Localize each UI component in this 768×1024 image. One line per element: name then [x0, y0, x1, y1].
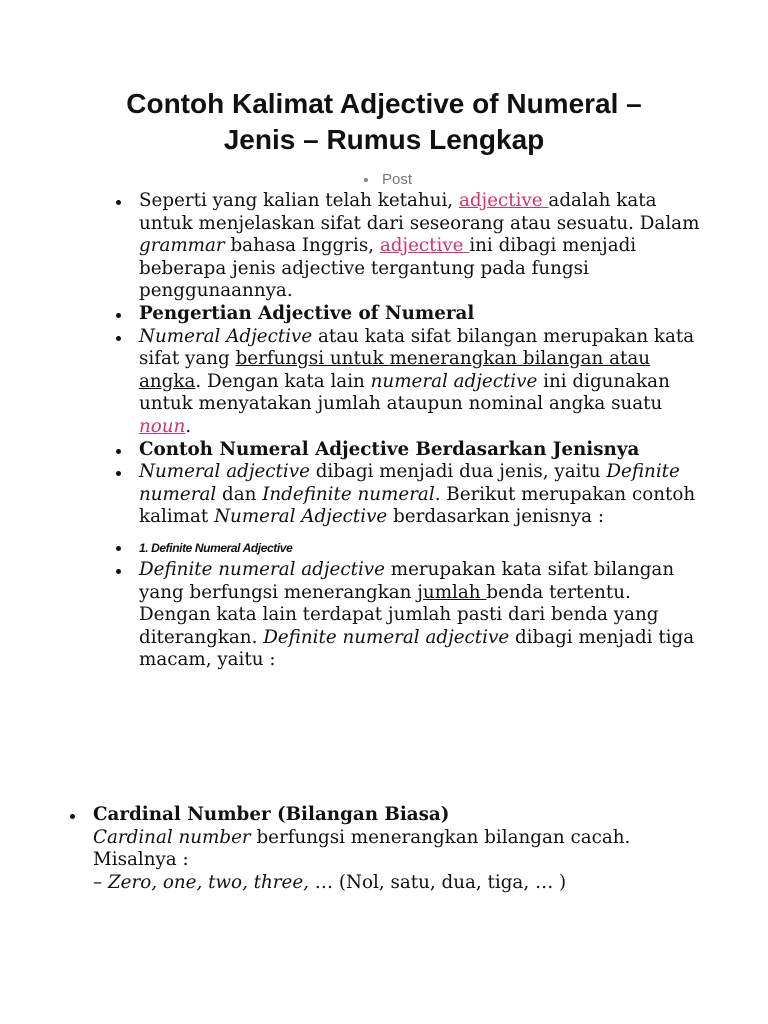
post-label-text: Post	[382, 171, 413, 188]
types-text-2: dan	[216, 483, 263, 505]
types-text-4: berdasarkan jenisnya :	[387, 506, 604, 528]
adjective-link-2[interactable]: adjective	[379, 235, 470, 257]
list-item-cardinal	[0, 804, 700, 894]
types-em-1: Numeral adjective	[139, 461, 310, 483]
intro-em-grammar: grammar	[139, 235, 225, 257]
definite-underline: jumlah	[417, 581, 487, 603]
noun-link[interactable]: noun	[139, 415, 186, 437]
subheading: 1. Definite Numeral Adjective	[139, 540, 293, 555]
page-title	[60, 86, 708, 158]
definite-em-1: Definite numeral adjective	[139, 558, 385, 580]
section-heading: Pengertian Adjective of Numeral	[139, 302, 475, 324]
list-item-heading-pengertian	[0, 303, 700, 326]
cardinal-dash: –	[93, 871, 108, 893]
definite-text-2: benda tertentu. Dengan kata lain terdapat jumlah pasti dari benda yang diterangkan.	[139, 581, 659, 648]
types-em-2: Definite numeral	[139, 461, 680, 505]
types-em-4: Numeral Adjective	[214, 506, 388, 528]
intro-text-1: Seperti yang kalian telah ketahui,	[139, 190, 459, 211]
definite-em-2: Definite numeral adjective	[263, 626, 510, 648]
list-item-types	[0, 461, 700, 529]
definition-em-2: numeral adjective	[370, 370, 538, 392]
cardinal-em-1: Cardinal number	[93, 826, 251, 848]
adjective-link-1[interactable]: adjective	[458, 190, 549, 211]
definition-text-3: ini digunakan untuk menyatakan jumlah ataupun nominal angka suatu	[139, 370, 670, 415]
cardinal-text-2: … (Nol, satu, dua, tiga, … )	[309, 871, 567, 893]
definite-text-3: dibagi menjadi tiga macam, yaitu :	[139, 626, 695, 671]
content-list	[0, 190, 700, 672]
title-line-1: Contoh Kalimat Adjective of Numeral –	[126, 88, 642, 119]
cardinal-text-1: berfungsi menerangkan bilangan cacah. Misalnya :	[93, 826, 631, 871]
cardinal-description	[93, 827, 700, 872]
definition-em-1: Numeral Adjective	[139, 325, 313, 347]
section-heading: Contoh Numeral Adjective Berdasarkan Jenisnya	[139, 438, 640, 460]
list-item-definite	[0, 559, 700, 672]
definition-text-4: .	[185, 415, 192, 437]
cardinal-em-2: Zero, one, two, three,	[107, 871, 309, 893]
bullet-icon	[364, 178, 368, 182]
list-item-definition	[0, 326, 700, 439]
intro-text-3: bahasa Inggris,	[224, 235, 380, 257]
types-text-3: . Berikut merupakan contoh kalimat	[139, 483, 696, 528]
types-text-1: dibagi menjadi dua jenis, yaitu	[309, 461, 607, 483]
intro-text-2: adalah kata untuk menjelaskan sifat dari seseorang atau sesuatu. Dalam	[139, 190, 700, 234]
cardinal-list	[0, 804, 700, 894]
definition-underline: berfungsi untuk menerangkan bilangan atau angka	[139, 348, 651, 392]
cardinal-example	[93, 872, 700, 895]
types-em-3: Indefinite numeral	[262, 483, 435, 505]
list-item-intro	[0, 190, 700, 303]
intro-text-4: ini dibagi menjadi beberapa jenis adjective tergantung pada fungsi penggunaannya.	[139, 235, 637, 302]
title-line-2: Jenis – Rumus Lengkap	[223, 124, 545, 155]
post-label	[364, 171, 412, 188]
list-item-subheading	[0, 537, 700, 559]
definition-text-2: . Dengan kata lain	[195, 370, 371, 392]
definite-text-1: merupakan kata sifat bilangan yang berfungsi menerangkan	[139, 558, 675, 603]
list-item-heading-contoh	[0, 439, 700, 462]
definition-text-1: atau kata sifat bilangan merupakan kata sifat yang	[139, 325, 695, 370]
cardinal-heading: Cardinal Number (Bilangan Biasa)	[93, 804, 450, 825]
